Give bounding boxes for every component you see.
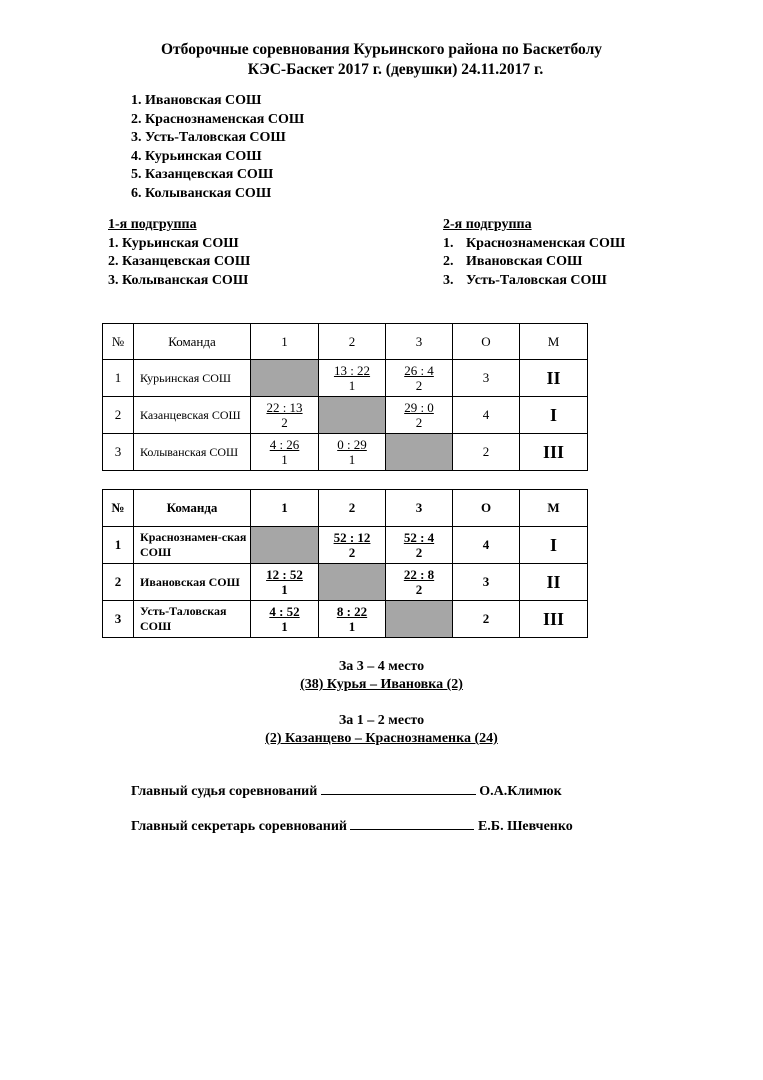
judge-name: О.А.Климюк	[479, 784, 562, 799]
table-header-row	[103, 490, 588, 527]
match-points: 2	[415, 378, 423, 393]
team-name-cell: Ивановская СОШ	[134, 564, 251, 601]
match-score: 0 : 29	[337, 437, 367, 452]
table-row	[103, 360, 588, 397]
team-item: 4. Курьинская СОШ	[131, 148, 262, 164]
subgroup-1-heading: 1-я подгруппа	[108, 217, 197, 232]
match-result-cell	[319, 601, 386, 638]
match-points: 2	[415, 582, 423, 597]
judge-label: Главный судья соревнований	[131, 784, 318, 799]
secretary-signature-line	[350, 816, 474, 830]
match-result-cell	[251, 564, 319, 601]
col-header-team: Команда	[134, 324, 251, 360]
total-points-cell: 2	[453, 601, 520, 638]
match-score: 13 : 22	[333, 363, 371, 378]
team-name-cell: Усть-Таловская СОШ	[134, 601, 251, 638]
match-score: 52 : 12	[333, 530, 371, 545]
secretary-name: Е.Б. Шевченко	[477, 819, 573, 834]
subgroup-1-item: 2. Казанцевская СОШ	[108, 254, 251, 270]
row-number: 2	[103, 564, 134, 601]
col-header-3: 3	[386, 324, 453, 360]
final-3-4-match: (38) Курья – Ивановка (2)	[300, 677, 463, 692]
match-points: 1	[281, 452, 288, 467]
col-header-3: 3	[386, 490, 453, 527]
self-match-cell	[251, 360, 319, 397]
results-table-group-2	[102, 489, 588, 638]
match-score: 4 : 26	[269, 437, 300, 452]
subgroup-2-item-name: Ивановская СОШ	[466, 254, 583, 270]
match-points: 1	[348, 452, 356, 467]
self-match-cell	[386, 601, 453, 638]
match-score: 22 : 13	[266, 400, 303, 415]
row-number: 1	[103, 360, 134, 397]
table-row	[103, 397, 588, 434]
place-cell: III	[520, 434, 588, 471]
team-item: 5. Казанцевская СОШ	[131, 167, 274, 183]
team-name-cell: Казанцевская СОШ	[134, 397, 251, 434]
match-points: 1	[281, 619, 288, 634]
place-cell: II	[520, 564, 588, 601]
row-number: 3	[103, 434, 134, 471]
team-item: 3. Усть-Таловская СОШ	[131, 130, 286, 146]
match-result-cell	[386, 397, 453, 434]
match-points: 1	[348, 378, 356, 393]
col-header-2: 2	[319, 324, 386, 360]
match-score: 8 : 22	[336, 604, 368, 619]
subgroup-2	[443, 216, 625, 290]
place-cell: I	[520, 527, 588, 564]
match-points: 2	[281, 415, 288, 430]
match-result-cell	[386, 360, 453, 397]
match-points: 2	[348, 545, 356, 560]
match-points: 2	[415, 415, 423, 430]
match-result-cell	[386, 564, 453, 601]
place-cell: II	[520, 360, 588, 397]
document-title	[0, 40, 763, 80]
match-result-cell	[251, 397, 319, 434]
team-name-cell: Краснознамен-ская СОШ	[134, 527, 251, 564]
total-points-cell: 2	[453, 434, 520, 471]
self-match-cell	[319, 397, 386, 434]
total-points-cell: 4	[453, 397, 520, 434]
subgroup-2-item-num: 2.	[443, 254, 454, 270]
match-points: 2	[415, 545, 423, 560]
table-row	[103, 527, 588, 564]
title-line-1: Отборочные соревнования Курьинского района по Баскетболу	[160, 41, 603, 58]
col-header-1: 1	[251, 324, 319, 360]
subgroup-1-item: 1. Курьинская СОШ	[108, 235, 239, 251]
team-item: 6. Колыванская СОШ	[131, 185, 272, 201]
self-match-cell	[386, 434, 453, 471]
subgroup-2-item-num: 1.	[443, 235, 454, 251]
team-item: 1. Ивановская СОШ	[131, 93, 262, 108]
col-header-points: О	[453, 324, 520, 360]
match-score: 52 : 4	[403, 530, 435, 545]
team-name-cell: Курьинская СОШ	[134, 360, 251, 397]
secretary-signature	[131, 816, 573, 836]
match-points: 1	[281, 582, 288, 597]
col-header-place: М	[520, 490, 588, 527]
table-row	[103, 601, 588, 638]
self-match-cell	[319, 564, 386, 601]
col-header-number: №	[103, 490, 134, 527]
final-1-2-label: За 1 – 2 место	[338, 713, 425, 728]
final-1-2-place	[0, 712, 763, 748]
place-cell: III	[520, 601, 588, 638]
match-score: 29 : 0	[404, 400, 434, 415]
col-header-2: 2	[319, 490, 386, 527]
place-cell: I	[520, 397, 588, 434]
match-score: 22 : 8	[403, 567, 435, 582]
secretary-label: Главный секретарь соревнований	[131, 819, 347, 834]
subgroup-2-item	[443, 272, 625, 291]
total-points-cell: 3	[453, 564, 520, 601]
col-header-number: №	[103, 324, 134, 360]
match-result-cell	[251, 434, 319, 471]
match-score: 4 : 52	[269, 604, 300, 619]
final-1-2-match: (2) Казанцево – Краснознаменка (24)	[265, 731, 498, 746]
col-header-team: Команда	[134, 490, 251, 527]
subgroup-2-heading: 2-я подгруппа	[443, 217, 532, 232]
col-header-points: О	[453, 490, 520, 527]
results-table-group-1	[102, 323, 588, 471]
subgroup-1	[108, 216, 250, 290]
row-number: 2	[103, 397, 134, 434]
subgroup-2-item	[443, 253, 625, 272]
match-result-cell	[319, 527, 386, 564]
table-row	[103, 564, 588, 601]
total-points-cell: 3	[453, 360, 520, 397]
subgroup-1-item: 3. Колыванская СОШ	[108, 272, 249, 288]
match-points: 1	[348, 619, 356, 634]
row-number: 3	[103, 601, 134, 638]
judge-signature	[131, 781, 562, 801]
title-line-2: КЭС-Баскет 2017 г. (девушки) 24.11.2017 г.	[247, 61, 544, 78]
match-result-cell	[386, 527, 453, 564]
match-result-cell	[319, 434, 386, 471]
row-number: 1	[103, 527, 134, 564]
table-header-row	[103, 324, 588, 360]
team-item: 2. Краснознаменская СОШ	[131, 111, 305, 127]
subgroup-2-item-num: 3.	[443, 272, 454, 288]
table-row	[103, 434, 588, 471]
col-header-place: М	[520, 324, 588, 360]
subgroup-2-item-name: Краснознаменская СОШ	[466, 235, 626, 251]
match-result-cell	[319, 360, 386, 397]
final-3-4-place	[0, 658, 763, 694]
match-score: 12 : 52	[266, 567, 303, 582]
teams-list	[131, 92, 304, 204]
self-match-cell	[251, 527, 319, 564]
team-name-cell: Колыванская СОШ	[134, 434, 251, 471]
subgroup-2-item	[443, 235, 625, 254]
subgroup-2-item-name: Усть-Таловская СОШ	[466, 272, 607, 288]
total-points-cell: 4	[453, 527, 520, 564]
col-header-1: 1	[251, 490, 319, 527]
match-score: 26 : 4	[404, 363, 434, 378]
final-3-4-label: За 3 – 4 место	[338, 659, 425, 674]
match-result-cell	[251, 601, 319, 638]
judge-signature-line	[321, 781, 476, 795]
